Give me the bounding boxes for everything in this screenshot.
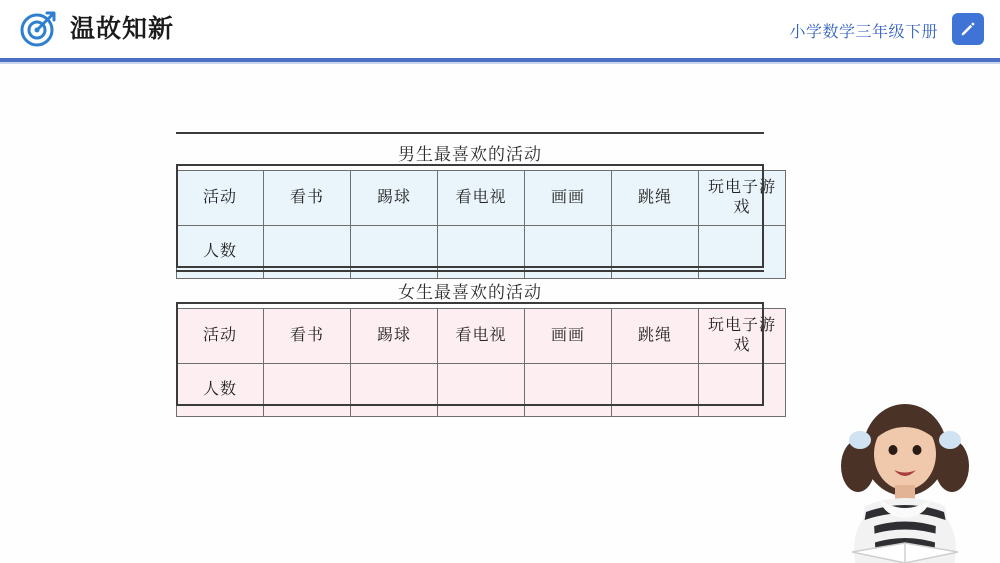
- table-row: [177, 171, 786, 226]
- girls-count-2[interactable]: [438, 364, 525, 417]
- boys-activity-2: 看电视: [438, 171, 525, 226]
- girls-caption-top-rule: [176, 270, 764, 272]
- girls-activity-3: 画画: [525, 309, 612, 364]
- boys-caption-top-rule: [176, 132, 764, 134]
- girls-caption: 女生最喜欢的活动: [398, 283, 542, 302]
- girls-activity-table: [176, 308, 786, 417]
- girls-activity-5: 玩电子游戏: [699, 309, 786, 364]
- boys-activity-0: 看书: [264, 171, 351, 226]
- boys-activity-table: [176, 170, 786, 279]
- girls-activity-4: 跳绳: [612, 309, 699, 364]
- table-row: [177, 364, 786, 417]
- boys-activity-5: 玩电子游戏: [699, 171, 786, 226]
- girls-activity-2: 看电视: [438, 309, 525, 364]
- page-title: 温故知新: [70, 15, 175, 43]
- subject-label: 小学数学三年级下册: [789, 24, 938, 41]
- boys-activity-4: 跳绳: [612, 171, 699, 226]
- girl-reading-book-photo: [810, 388, 1000, 563]
- girls-activity-0: 看书: [264, 309, 351, 364]
- girls-row-label-count: 人数: [177, 364, 264, 417]
- girls-activity-1: 踢球: [351, 309, 438, 364]
- boys-activity-3: 画画: [525, 171, 612, 226]
- girls-count-0[interactable]: [264, 364, 351, 417]
- table-row: [177, 309, 786, 364]
- girls-row-label-activity: 活动: [177, 309, 264, 364]
- boys-table-block: [176, 132, 786, 279]
- girls-count-4[interactable]: [612, 364, 699, 417]
- boys-activity-1: 踢球: [351, 171, 438, 226]
- slide-body: [0, 64, 1000, 563]
- girls-count-1[interactable]: [351, 364, 438, 417]
- boys-row-label-count: 人数: [177, 226, 264, 279]
- target-icon: [18, 9, 58, 49]
- boys-row-label-activity: 活动: [177, 171, 264, 226]
- girls-table-block: [176, 270, 786, 417]
- girls-count-5[interactable]: [699, 364, 786, 417]
- girls-count-3[interactable]: [525, 364, 612, 417]
- boys-caption: 男生最喜欢的活动: [398, 145, 542, 164]
- slide-header: [0, 0, 1000, 58]
- pencil-icon[interactable]: [952, 13, 984, 45]
